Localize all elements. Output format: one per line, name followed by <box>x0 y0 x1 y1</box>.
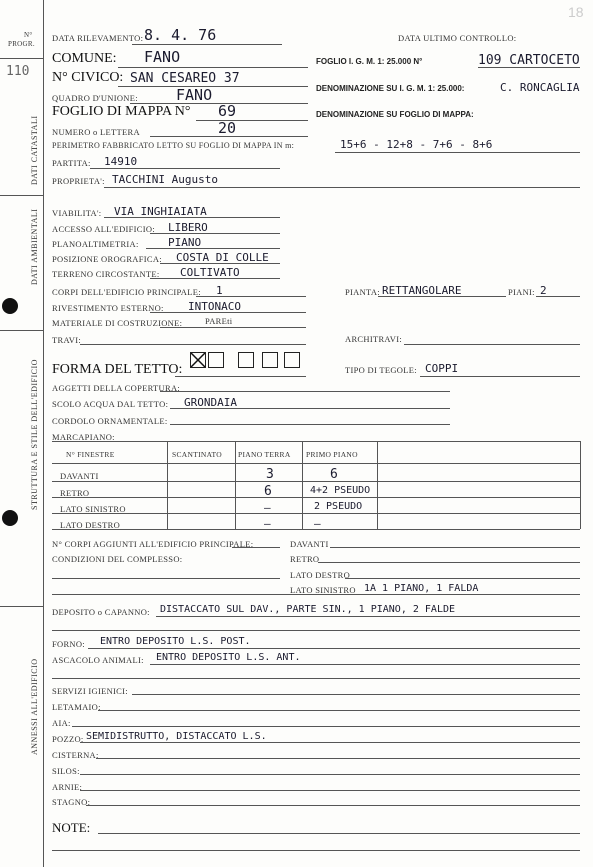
cell-sinistro-terra: — <box>264 501 271 514</box>
corner-mark: 18 <box>568 4 584 20</box>
travi-label: TRAVI: <box>52 335 82 345</box>
roof-option-box <box>190 352 206 368</box>
forno-label: FORNO: <box>52 639 85 649</box>
cell-davanti-primo: 6 <box>330 467 338 482</box>
ascacolo-value: ENTRO DEPOSITO L.S. ANT. <box>156 652 301 663</box>
plano-value: PIANO <box>168 236 202 249</box>
rivestimento-value: INTONACO <box>188 300 241 313</box>
aia-label: AIA: <box>52 718 71 728</box>
binder-hole <box>2 510 18 526</box>
side-label-catastali: DATI CATASTALI <box>30 115 39 185</box>
tipo-tegole-label: TIPO DI TEGOLE: <box>345 365 417 375</box>
civico-label: N° CIVICO: <box>52 70 124 85</box>
corpi-value: 1 <box>216 284 223 297</box>
quadro-value: FANO <box>176 86 213 104</box>
cordolo-label: CORDOLO ORNAMENTALE: <box>52 416 168 426</box>
viabilita-label: VIABILITA': <box>52 208 102 218</box>
terreno-value: COLTIVATO <box>180 266 240 279</box>
foglio-value: 69 <box>218 102 237 120</box>
forno-value: ENTRO DEPOSITO L.S. POST. <box>100 636 251 647</box>
cell-sinistro-primo: 2 PSEUDO <box>314 501 363 512</box>
scolo-label: SCOLO ACQUA DAL TETTO: <box>52 399 169 409</box>
viabilita-value: VIA INGHIAIATA <box>114 205 207 218</box>
corpi-label: CORPI DELL'EDIFICIO PRINCIPALE: <box>52 287 201 297</box>
posizione-value: COSTA DI COLLE <box>176 251 269 264</box>
roof-option-box <box>238 352 254 368</box>
lato-sinistro-label: LATO SINISTRO <box>290 585 356 595</box>
side-label-ambientali: DATI AMBIENTALI <box>30 208 39 285</box>
piani-label: PIANI: <box>508 287 535 297</box>
aggetti-label: AGGETTI DELLA COPERTURA: <box>52 383 181 393</box>
comune-label: COMUNE: <box>52 51 117 66</box>
silos-label: SILOS: <box>52 766 80 776</box>
pozzo-label: POZZO: <box>52 734 84 744</box>
cisterna-label: CISTERNA: <box>52 750 99 760</box>
progr-label: N° <box>24 31 33 39</box>
proprieta-label: PROPRIETA': <box>52 176 105 186</box>
materiale-value: PAREti <box>205 316 233 326</box>
pozzo-value: SEMIDISTRUTTO, DISTACCATO L.S. <box>86 731 267 742</box>
side-label-struttura: STRUTTURA E STILE DELL'EDIFICIO <box>30 359 39 510</box>
numero-value: 20 <box>218 119 237 137</box>
numero-label: NUMERO o LETTERA <box>52 127 140 137</box>
deposito-label: DEPOSITO o CAPANNO: <box>52 607 150 617</box>
data-rilevamento-label: DATA RILEVAMENTO: <box>52 33 144 43</box>
proprieta-value: TACCHINI Augusto <box>112 173 218 186</box>
denom-igm-label: DENOMINAZIONE SU I. G. M. 1: 25.000: <box>316 84 465 93</box>
row-label-retro: RETRO <box>60 488 90 498</box>
rivestimento-label: RIVESTIMENTO ESTERNO: <box>52 303 164 313</box>
cell-davanti-terra: 3 <box>266 467 274 482</box>
data-ultimo-label: DATA ULTIMO CONTROLLO: <box>398 33 517 43</box>
foglio-label: FOGLIO DI MAPPA N° <box>52 104 191 119</box>
plano-label: PLANOALTIMETRIA: <box>52 239 139 249</box>
pianta-value: RETTANGOLARE <box>382 284 462 297</box>
ascacolo-label: ASCACOLO ANIMALI: <box>52 655 144 665</box>
condizioni-label: CONDIZIONI DEL COMPLESSO: <box>52 554 183 564</box>
perimetro-value: 15+6 - 12+8 - 7+6 - 8+6 <box>340 138 493 151</box>
letamaio-label: LETAMAIO: <box>52 702 101 712</box>
row-label-lato-destro: LATO DESTRO <box>60 520 121 530</box>
col-header-primo-piano: PRIMO PIANO <box>306 450 358 459</box>
row-label-lato-sinistro: LATO SINISTRO <box>60 504 126 514</box>
igm-value: 109 CARTOCETO <box>478 53 580 68</box>
partita-value: 14910 <box>104 155 138 168</box>
accesso-value: LIBERO <box>168 221 208 234</box>
stagno-label: STAGNO: <box>52 797 91 807</box>
finestre-table <box>52 441 580 529</box>
accesso-label: ACCESSO ALL'EDIFICIO: <box>52 224 155 234</box>
terreno-label: TERRENO CIRCOSTANTE: <box>52 269 160 279</box>
denom-igm-value: C. RONCAGLIA <box>500 81 580 94</box>
corpi-aggiunti-label: N° CORPI AGGIUNTI ALL'EDIFICIO PRINCIPALE: <box>52 539 254 549</box>
pianta-label: PIANTA: <box>345 287 380 297</box>
retro-label: RETRO <box>290 554 320 564</box>
cell-destro-primo: — <box>314 517 321 530</box>
progr-label-2: PROGR. <box>8 40 35 48</box>
cell-destro-terra: — <box>264 517 271 530</box>
civico-value: SAN CESAREO 37 <box>130 71 240 86</box>
comune-value: FANO <box>144 48 181 66</box>
data-rilevamento-value: 8. 4. 76 <box>144 26 217 44</box>
progr-value: 110 <box>6 64 30 79</box>
denom-foglio-label: DENOMINAZIONE SU FOGLIO DI MAPPA: <box>316 110 474 119</box>
tipo-tegole-value: COPPI <box>425 362 459 375</box>
lato-destro-label: LATO DESTRO <box>290 570 351 580</box>
quadro-label: QUADRO D'UNIONE: <box>52 93 138 103</box>
side-label-annessi: ANNESSI ALL'EDIFICIO <box>30 658 39 755</box>
servizi-label: SERVIZI IGIENICI: <box>52 686 128 696</box>
cell-retro-primo: 4+2 PSEUDO <box>310 485 371 496</box>
row-label-davanti: DAVANTI <box>60 471 99 481</box>
roof-option-box <box>284 352 300 368</box>
posizione-label: POSIZIONE OROGRAFICA: <box>52 254 162 264</box>
forma-label: FORMA DEL TETTO: <box>52 362 183 377</box>
binder-hole <box>2 298 18 314</box>
col-header-scantinato: SCANTINATO <box>172 450 222 459</box>
marcapiano-label: MARCAPIANO: <box>52 432 115 442</box>
scolo-value: GRONDAIA <box>184 396 237 409</box>
perimetro-label: PERIMETRO FABBRICATO LETTO SU FOGLIO DI MAPPA IN m: <box>52 141 295 150</box>
roof-option-box <box>208 352 224 368</box>
lato-sinistro-value: 1A 1 PIANO, 1 FALDA <box>364 583 479 594</box>
col-header-finestre: N° FINESTRE <box>66 450 115 459</box>
partita-label: PARTITA: <box>52 158 91 168</box>
cell-retro-terra: 6 <box>264 484 272 499</box>
note-label: NOTE: <box>52 820 91 835</box>
arnie-label: ARNIE: <box>52 782 83 792</box>
igm-label: FOGLIO I. G. M. 1: 25.000 N° <box>316 57 423 66</box>
materiale-label: MATERIALE DI COSTRUZIONE: <box>52 318 183 328</box>
piani-value: 2 <box>540 284 547 297</box>
col-header-piano-terra: PIANO TERRA <box>238 450 291 459</box>
davanti-label: DAVANTI <box>290 539 329 549</box>
deposito-value: DISTACCATO SUL DAV., PARTE SIN., 1 PIANO, 2 FALDE <box>160 604 456 615</box>
architravi-label: ARCHITRAVI: <box>345 334 402 344</box>
roof-option-box <box>262 352 278 368</box>
